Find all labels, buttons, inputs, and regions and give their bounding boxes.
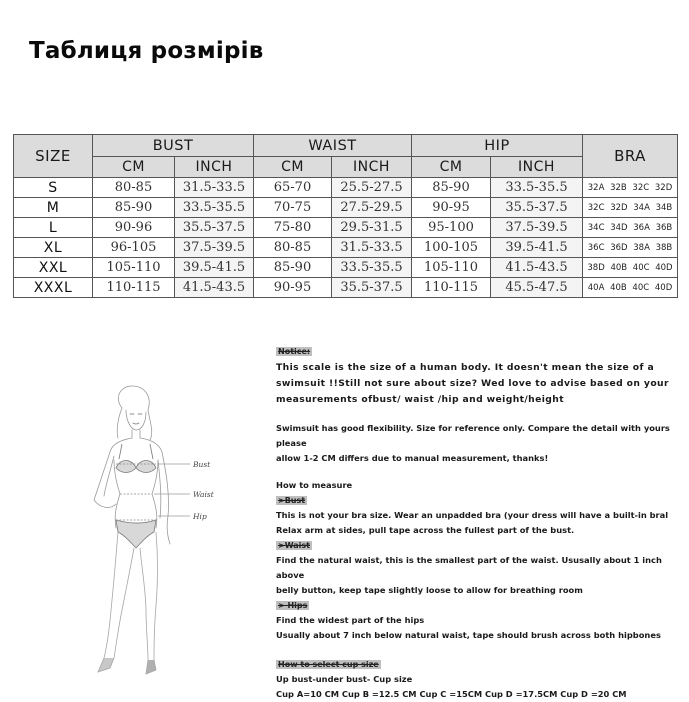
notice-line: swimsuit !!Still not sure about size? Wed love to advise based on your [276, 378, 669, 389]
bust-line: This is not your bra size. Wear an unpadded bra (your dress will have a built-in bral [276, 510, 669, 520]
hip-cm-cell: 95-100 [412, 218, 491, 238]
waist-cm-cell: 85-90 [254, 258, 332, 278]
header-waist: WAIST [254, 135, 412, 157]
bra-cell: 32A 32B 32C 32D [583, 178, 678, 198]
bust-inch-cell: 39.5-41.5 [175, 258, 254, 278]
hip-inch-cell: 37.5-39.5 [491, 218, 583, 238]
bra-cell: 32C 32D 34A 34B [583, 198, 678, 218]
bust-cm-cell: 90-96 [93, 218, 175, 238]
how-to-measure-heading: How to measure [276, 480, 353, 490]
bra-cell: 34C 34D 36A 36B [583, 218, 678, 238]
hip-inch-cell: 35.5-37.5 [491, 198, 583, 218]
bust-cm-cell: 96-105 [93, 238, 175, 258]
bust-cm-cell: 85-90 [93, 198, 175, 218]
cup-line: Cup A=10 CM Cup B =12.5 CM Cup C =15CM Cup D =17.5CM Cup D =20 CM [276, 689, 627, 699]
hip-inch-cell: 41.5-43.5 [491, 258, 583, 278]
waist-inch-cell: 35.5-37.5 [332, 278, 412, 298]
bust-label: Bust [193, 460, 211, 469]
table-row [14, 238, 678, 258]
bust-cm-cell: 105-110 [93, 258, 175, 278]
waist-cm-cell: 90-95 [254, 278, 332, 298]
hip-cm-cell: 85-90 [412, 178, 491, 198]
waist-heading: >Waist [278, 541, 310, 550]
waist-cm-cell: 80-85 [254, 238, 332, 258]
header-hip-cm: CM [412, 157, 491, 178]
waist-inch-cell: 25.5-27.5 [332, 178, 412, 198]
hips-line: Usually about 7 inch below natural waist, tape should brush across both hipbones [276, 630, 661, 640]
bust-inch-cell: 35.5-37.5 [175, 218, 254, 238]
size-chart-table [13, 134, 678, 298]
bust-line: Relax arm at sides, pull tape across the fullest part of the bust. [276, 525, 575, 535]
header-bust: BUST [93, 135, 254, 157]
header-hip-inch: INCH [491, 157, 583, 178]
header-bust-cm: CM [93, 157, 175, 178]
header-bra: BRA [583, 135, 678, 178]
hips-line: Find the widest part of the hips [276, 615, 425, 625]
size-cell: XL [14, 238, 93, 258]
bra-cell: 36C 36D 38A 38B [583, 238, 678, 258]
flex-line: Swimsuit has good flexibility. Size for reference only. Compare the detail with yours please [276, 423, 670, 448]
bust-inch-cell: 33.5-35.5 [175, 198, 254, 218]
flex-line: allow 1-2 CM differs due to manual measurement, thanks! [276, 453, 549, 463]
header-hip: HIP [412, 135, 583, 157]
table-row [14, 278, 678, 298]
fashion-figure-illustration [70, 360, 240, 680]
size-cell: M [14, 198, 93, 218]
hip-label: Hip [193, 512, 207, 521]
notice-line: This scale is the size of a human body. It doesn't mean the size of a [276, 362, 655, 373]
hip-inch-cell: 45.5-47.5 [491, 278, 583, 298]
waist-line: Find the natural waist, this is the smallest part of the waist. Ususally about 1 inch above [276, 555, 662, 580]
waist-line: belly button, keep tape slightly loose to allow for breathing room [276, 585, 583, 595]
hip-cm-cell: 90-95 [412, 198, 491, 218]
size-cell: XXL [14, 258, 93, 278]
hip-cm-cell: 110-115 [412, 278, 491, 298]
size-cell: XXXL [14, 278, 93, 298]
page-title: Таблиця розмірів [29, 38, 264, 64]
bust-cm-cell: 110-115 [93, 278, 175, 298]
waist-inch-cell: 27.5-29.5 [332, 198, 412, 218]
hip-inch-cell: 39.5-41.5 [491, 238, 583, 258]
cup-line: Up bust-under bust- Cup size [276, 674, 413, 684]
header-bust-inch: INCH [175, 157, 254, 178]
table-row [14, 218, 678, 238]
waist-cm-cell: 70-75 [254, 198, 332, 218]
waist-cm-cell: 75-80 [254, 218, 332, 238]
bust-cm-cell: 80-85 [93, 178, 175, 198]
cup-size-heading: How to select cup size [278, 660, 379, 669]
table-row [14, 258, 678, 278]
waist-inch-cell: 31.5-33.5 [332, 238, 412, 258]
waist-cm-cell: 65-70 [254, 178, 332, 198]
bra-cell: 40A 40B 40C 40D [583, 278, 678, 298]
waist-label: Waist [193, 490, 214, 499]
bust-inch-cell: 41.5-43.5 [175, 278, 254, 298]
table-row [14, 178, 678, 198]
bust-heading: >Bust [278, 496, 306, 505]
size-cell: S [14, 178, 93, 198]
hips-heading: > Hips [278, 601, 308, 610]
bra-cell: 38D 40B 40C 40D [583, 258, 678, 278]
header-waist-inch: INCH [332, 157, 412, 178]
table-row [14, 198, 678, 218]
waist-inch-cell: 33.5-35.5 [332, 258, 412, 278]
bust-inch-cell: 31.5-33.5 [175, 178, 254, 198]
waist-inch-cell: 29.5-31.5 [332, 218, 412, 238]
notice-line: measurements ofbust/ waist /hip and weight/height [276, 394, 565, 405]
hip-cm-cell: 100-105 [412, 238, 491, 258]
notice-heading: Notice: [278, 347, 311, 356]
header-waist-cm: CM [254, 157, 332, 178]
header-size: SIZE [14, 135, 93, 178]
hip-inch-cell: 33.5-35.5 [491, 178, 583, 198]
hip-cm-cell: 105-110 [412, 258, 491, 278]
body-measurement-figure [70, 360, 240, 680]
bust-inch-cell: 37.5-39.5 [175, 238, 254, 258]
size-cell: L [14, 218, 93, 238]
sizing-notes [276, 344, 681, 702]
